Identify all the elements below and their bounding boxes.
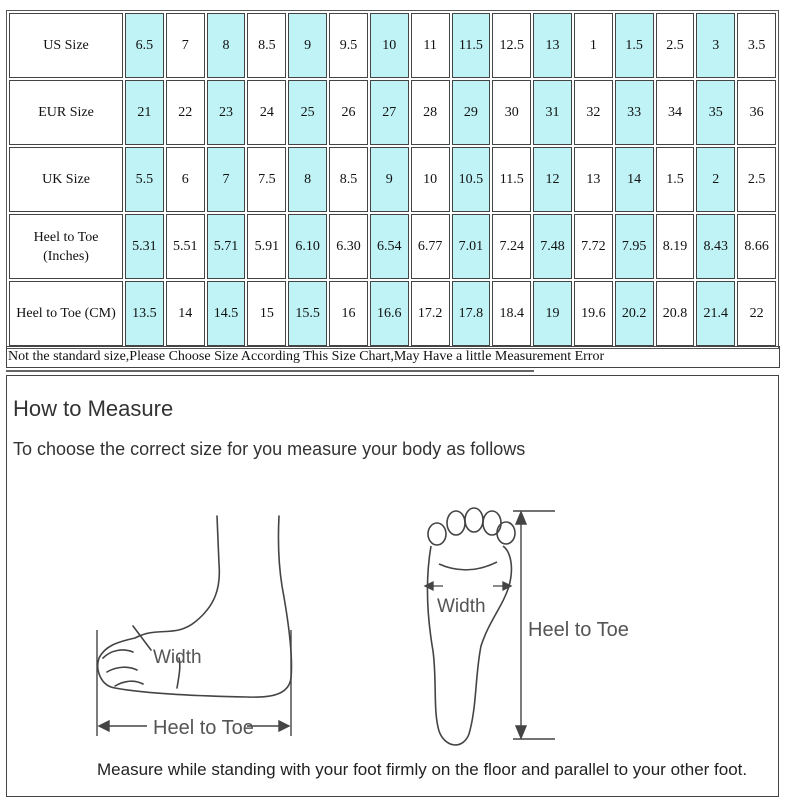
size-chart-table	[6, 10, 779, 349]
size-cell: 7	[166, 13, 205, 78]
size-cell: 28	[411, 80, 450, 145]
size-cell: 22	[166, 80, 205, 145]
size-cell: 9	[370, 147, 409, 212]
toe-5	[497, 522, 515, 544]
side-foot-illustration	[98, 516, 292, 697]
size-cell: 18.4	[492, 281, 531, 346]
size-cell: 7.95	[615, 214, 654, 279]
note-underline	[6, 370, 534, 372]
size-cell: 27	[370, 80, 409, 145]
size-cell: 22	[737, 281, 776, 346]
row-label: US Size	[9, 13, 123, 78]
size-cell: 10	[370, 13, 409, 78]
size-cell: 17.8	[452, 281, 491, 346]
size-cell: 6.10	[288, 214, 327, 279]
size-cell: 8.19	[656, 214, 695, 279]
size-cell: 7	[207, 147, 246, 212]
size-cell: 19.6	[574, 281, 613, 346]
size-cell: 12.5	[492, 13, 531, 78]
size-cell: 21	[125, 80, 164, 145]
size-cell: 36	[737, 80, 776, 145]
size-cell: 34	[656, 80, 695, 145]
size-cell: 32	[574, 80, 613, 145]
sole-length-label: Heel to Toe	[528, 619, 629, 641]
toe-4	[483, 511, 501, 535]
measure-caption: Measure while standing with your foot firmly on the floor and parallel to your other foot.	[97, 760, 748, 779]
size-cell: 8.5	[329, 147, 368, 212]
size-cell: 30	[492, 80, 531, 145]
size-cell: 6	[166, 147, 205, 212]
size-cell: 5.51	[166, 214, 205, 279]
toe-2	[447, 511, 465, 535]
sole-illustration	[427, 508, 515, 745]
size-cell: 8.66	[737, 214, 776, 279]
size-row	[9, 281, 776, 346]
size-cell: 26	[329, 80, 368, 145]
size-cell: 1.5	[656, 147, 695, 212]
size-cell: 7.01	[452, 214, 491, 279]
measure-subtitle: To choose the correct size for you measure your body as follows	[13, 439, 526, 459]
size-cell: 3	[696, 13, 735, 78]
row-label: EUR Size	[9, 80, 123, 145]
toe-detail	[103, 650, 143, 686]
size-cell: 6.30	[329, 214, 368, 279]
sole-inner-line	[439, 562, 497, 570]
size-cell: 20.2	[615, 281, 654, 346]
size-cell: 14.5	[207, 281, 246, 346]
size-cell: 7.24	[492, 214, 531, 279]
size-cell: 6.54	[370, 214, 409, 279]
size-cell: 25	[288, 80, 327, 145]
size-cell: 15	[247, 281, 286, 346]
size-cell: 17.2	[411, 281, 450, 346]
sole-width-arrows	[425, 582, 511, 590]
size-row	[9, 80, 776, 145]
size-cell: 1	[574, 13, 613, 78]
size-cell: 3.5	[737, 13, 776, 78]
size-cell: 11	[411, 13, 450, 78]
side-width-label: Width	[153, 647, 202, 668]
size-cell: 2.5	[737, 147, 776, 212]
size-cell: 11.5	[452, 13, 491, 78]
size-cell: 29	[452, 80, 491, 145]
size-cell: 8	[288, 147, 327, 212]
how-to-measure-panel	[6, 375, 779, 797]
row-label: Heel to Toe (CM)	[9, 281, 123, 346]
measure-title: How to Measure	[13, 396, 174, 421]
foot-illustrations	[7, 376, 778, 796]
size-cell: 8.5	[247, 13, 286, 78]
size-cell: 16	[329, 281, 368, 346]
size-cell: 10	[411, 147, 450, 212]
size-cell: 5.91	[247, 214, 286, 279]
size-cell: 5.5	[125, 147, 164, 212]
side-length-label: Heel to Toe	[153, 717, 254, 739]
size-cell: 19	[533, 281, 572, 346]
size-cell: 13.5	[125, 281, 164, 346]
size-cell: 9.5	[329, 13, 368, 78]
size-cell: 10.5	[452, 147, 491, 212]
size-cell: 5.71	[207, 214, 246, 279]
size-cell: 11.5	[492, 147, 531, 212]
size-cell: 14	[166, 281, 205, 346]
size-cell: 5.31	[125, 214, 164, 279]
size-cell: 35	[696, 80, 735, 145]
size-cell: 21.4	[696, 281, 735, 346]
size-cell: 31	[533, 80, 572, 145]
side-foot-outline	[98, 516, 292, 697]
size-cell: 8.43	[696, 214, 735, 279]
size-cell: 6.77	[411, 214, 450, 279]
size-chart-body	[9, 13, 776, 346]
size-cell: 8	[207, 13, 246, 78]
size-row	[9, 147, 776, 212]
sole-width-label: Width	[437, 596, 486, 617]
size-cell: 12	[533, 147, 572, 212]
toe-1	[428, 523, 446, 545]
row-label: Heel to Toe (Inches)	[9, 214, 123, 279]
size-cell: 24	[247, 80, 286, 145]
size-cell: 16.6	[370, 281, 409, 346]
size-cell: 20.8	[656, 281, 695, 346]
size-cell: 2	[696, 147, 735, 212]
size-row	[9, 13, 776, 78]
size-cell: 7.48	[533, 214, 572, 279]
size-cell: 13	[574, 147, 613, 212]
size-cell: 6.5	[125, 13, 164, 78]
size-cell: 23	[207, 80, 246, 145]
size-cell: 1.5	[615, 13, 654, 78]
size-cell: 2.5	[656, 13, 695, 78]
toe-3	[465, 508, 483, 532]
sole-outline	[427, 546, 511, 745]
size-cell: 13	[533, 13, 572, 78]
size-cell: 33	[615, 80, 654, 145]
size-cell: 7.5	[247, 147, 286, 212]
size-cell: 14	[615, 147, 654, 212]
size-cell: 7.72	[574, 214, 613, 279]
size-cell: 9	[288, 13, 327, 78]
row-label: UK Size	[9, 147, 123, 212]
size-cell: 15.5	[288, 281, 327, 346]
size-note: Not the standard size,Please Choose Size According This Size Chart,May Have a little Measurement Error	[6, 346, 780, 368]
size-row	[9, 214, 776, 279]
